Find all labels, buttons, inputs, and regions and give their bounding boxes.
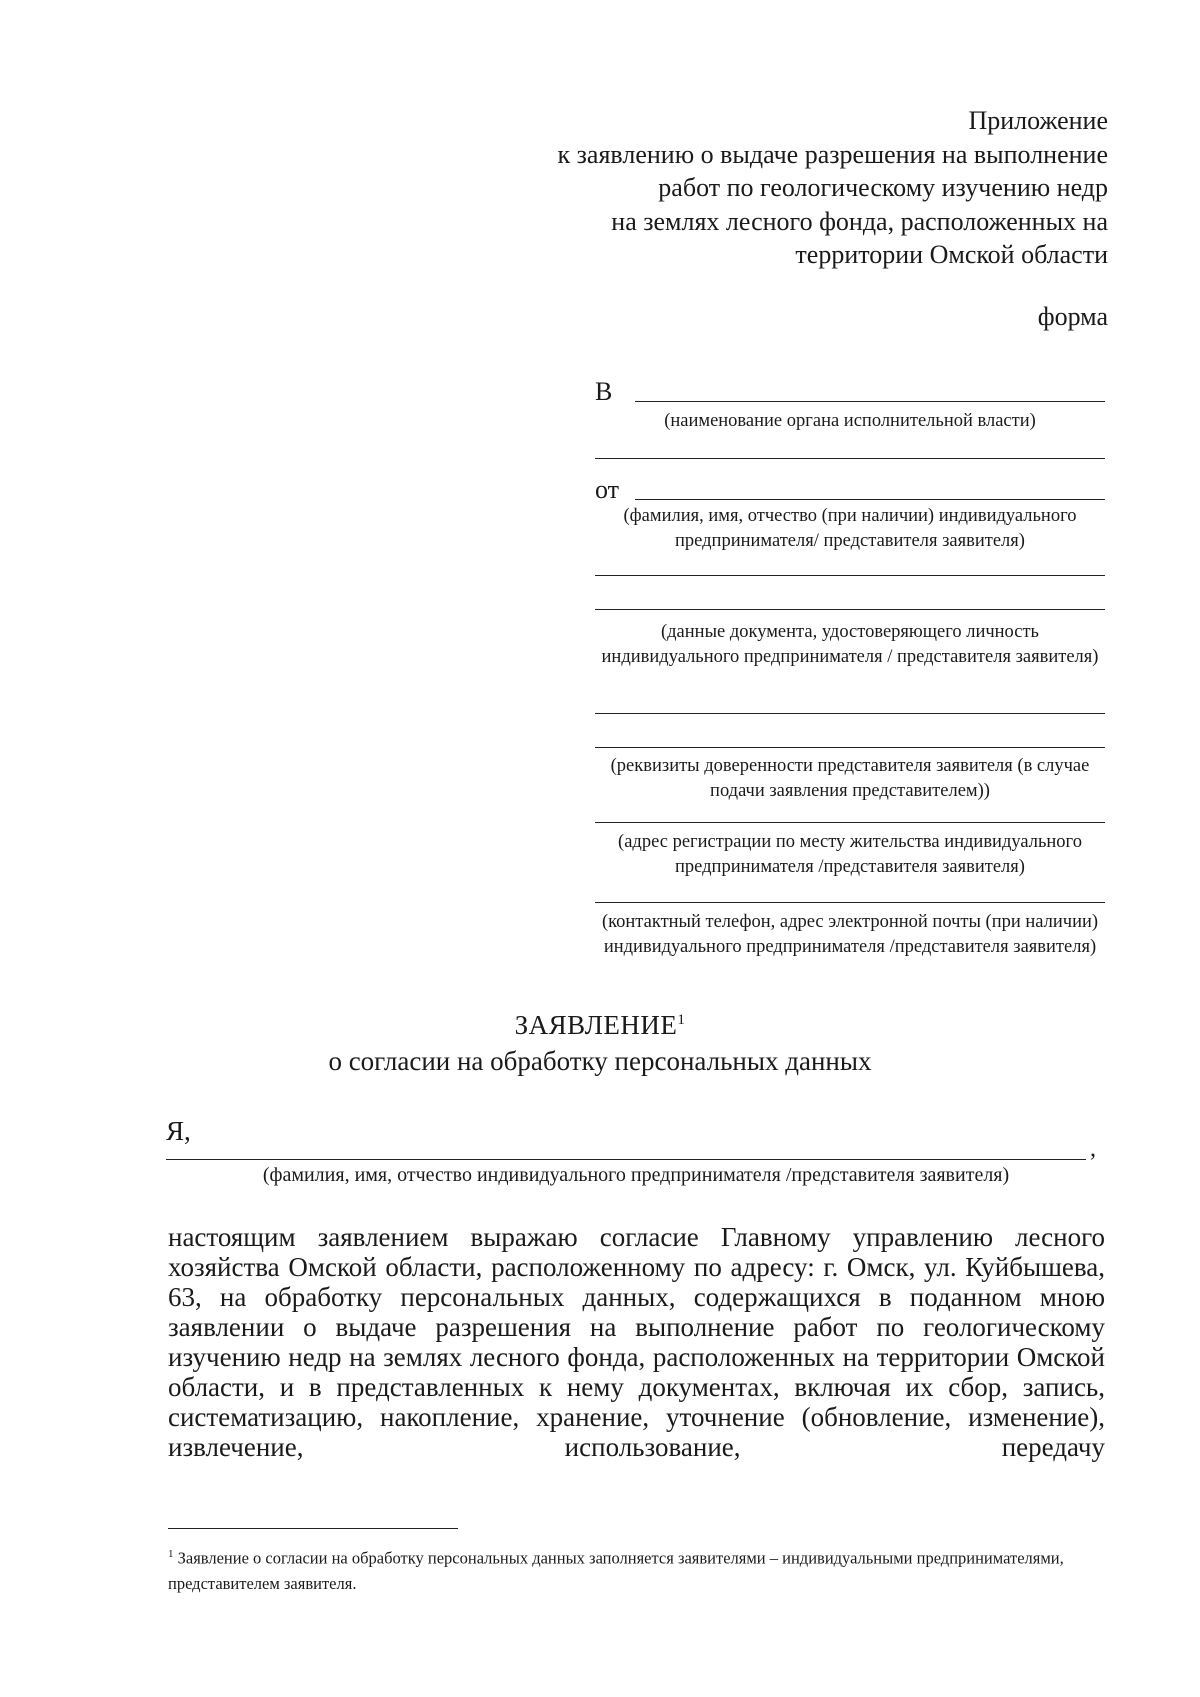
- appendix-header: [408, 104, 1108, 272]
- ya-label: Я,: [166, 1116, 191, 1146]
- statement-title: [0, 1010, 1200, 1041]
- id-field-line-2[interactable]: [595, 713, 1105, 714]
- footnote-text: Заявление о согласии на обработку персональных данных заполняется заявителями – индивидуальными предпринимателями, представителем заявителя.: [168, 1548, 1064, 1593]
- from-row: [595, 476, 1105, 504]
- to-prefix: В: [595, 377, 613, 406]
- appendix-line: территории Омской области: [795, 240, 1108, 269]
- footnote-divider: [168, 1528, 458, 1529]
- footnote: [168, 1542, 1105, 1596]
- id-caption: (данные документа, удостоверяющего личность индивидуального предпринимателя / представителя заявителя): [601, 622, 1099, 667]
- applicant-name-field[interactable]: [166, 1159, 1086, 1160]
- statement-title-text: ЗАЯВЛЕНИЕ: [514, 1010, 678, 1040]
- appendix-line: Приложение: [968, 106, 1108, 135]
- to-field[interactable]: [635, 401, 1105, 402]
- contact-field[interactable]: [595, 902, 1105, 903]
- footnote-ref[interactable]: 1: [677, 1012, 686, 1028]
- residence-caption: (адрес регистрации по месту жительства индивидуального предпринимателя /представителя заявителя): [618, 832, 1082, 877]
- from-field[interactable]: [635, 499, 1105, 500]
- to-row: [595, 378, 1105, 406]
- proxy-caption: (реквизиты доверенности представителя заявителя (в случае подачи заявления представителем)): [610, 756, 1090, 801]
- applicant-name-caption: (фамилия, имя, отчество индивидуального предпринимателя /представителя заявителя): [262, 1164, 1010, 1186]
- statement-paragraph: настоящим заявлением выражаю согласие Главному управлению лесного хозяйства Омской области, расположенному по адресу: г. Омск, ул. Куйбышева, 63, на обработку персональных данных, содержащихся в поданном мною заявлении о выдаче разрешения на выполнение работ по геологическому изучению недр на землях лесного фонда, расположенных на территории Омской области, и в представленных к нему документах, включая их сбор, запись, систематизацию, накопление, хранение, уточнение (обновление, изменение), извлечение, использование, передачу: [168, 1222, 1105, 1462]
- from-caption: (фамилия, имя, отчество (при наличии) индивидуального предпринимателя/ представителя заявителя): [623, 506, 1077, 551]
- proxy-field[interactable]: [595, 747, 1105, 748]
- id-field[interactable]: [595, 609, 1105, 610]
- to-caption: (наименование органа исполнительной власти): [664, 411, 1036, 431]
- from-prefix: от: [595, 475, 620, 504]
- appendix-line: на землях лесного фонда, расположенных на: [611, 206, 1108, 236]
- appendix-line: работ по геологическому изучению недр: [658, 173, 1108, 202]
- to-field-line-2[interactable]: [595, 458, 1105, 459]
- footnote-mark: 1: [168, 1548, 174, 1560]
- residence-field[interactable]: [595, 822, 1105, 823]
- from-field-line-2[interactable]: [595, 575, 1105, 576]
- form-label: форма: [1037, 302, 1108, 331]
- contact-caption: (контактный телефон, адрес электронной почты (при наличии) индивидуального предпринимателя /представителя заявителя): [601, 912, 1099, 957]
- statement-body: [168, 1222, 1105, 1462]
- statement-subtitle: о согласии на обработку персональных данных: [328, 1046, 872, 1076]
- appendix-line: к заявлению о выдаче разрешения на выполнение: [557, 139, 1108, 169]
- ya-comma: ,: [1090, 1136, 1096, 1162]
